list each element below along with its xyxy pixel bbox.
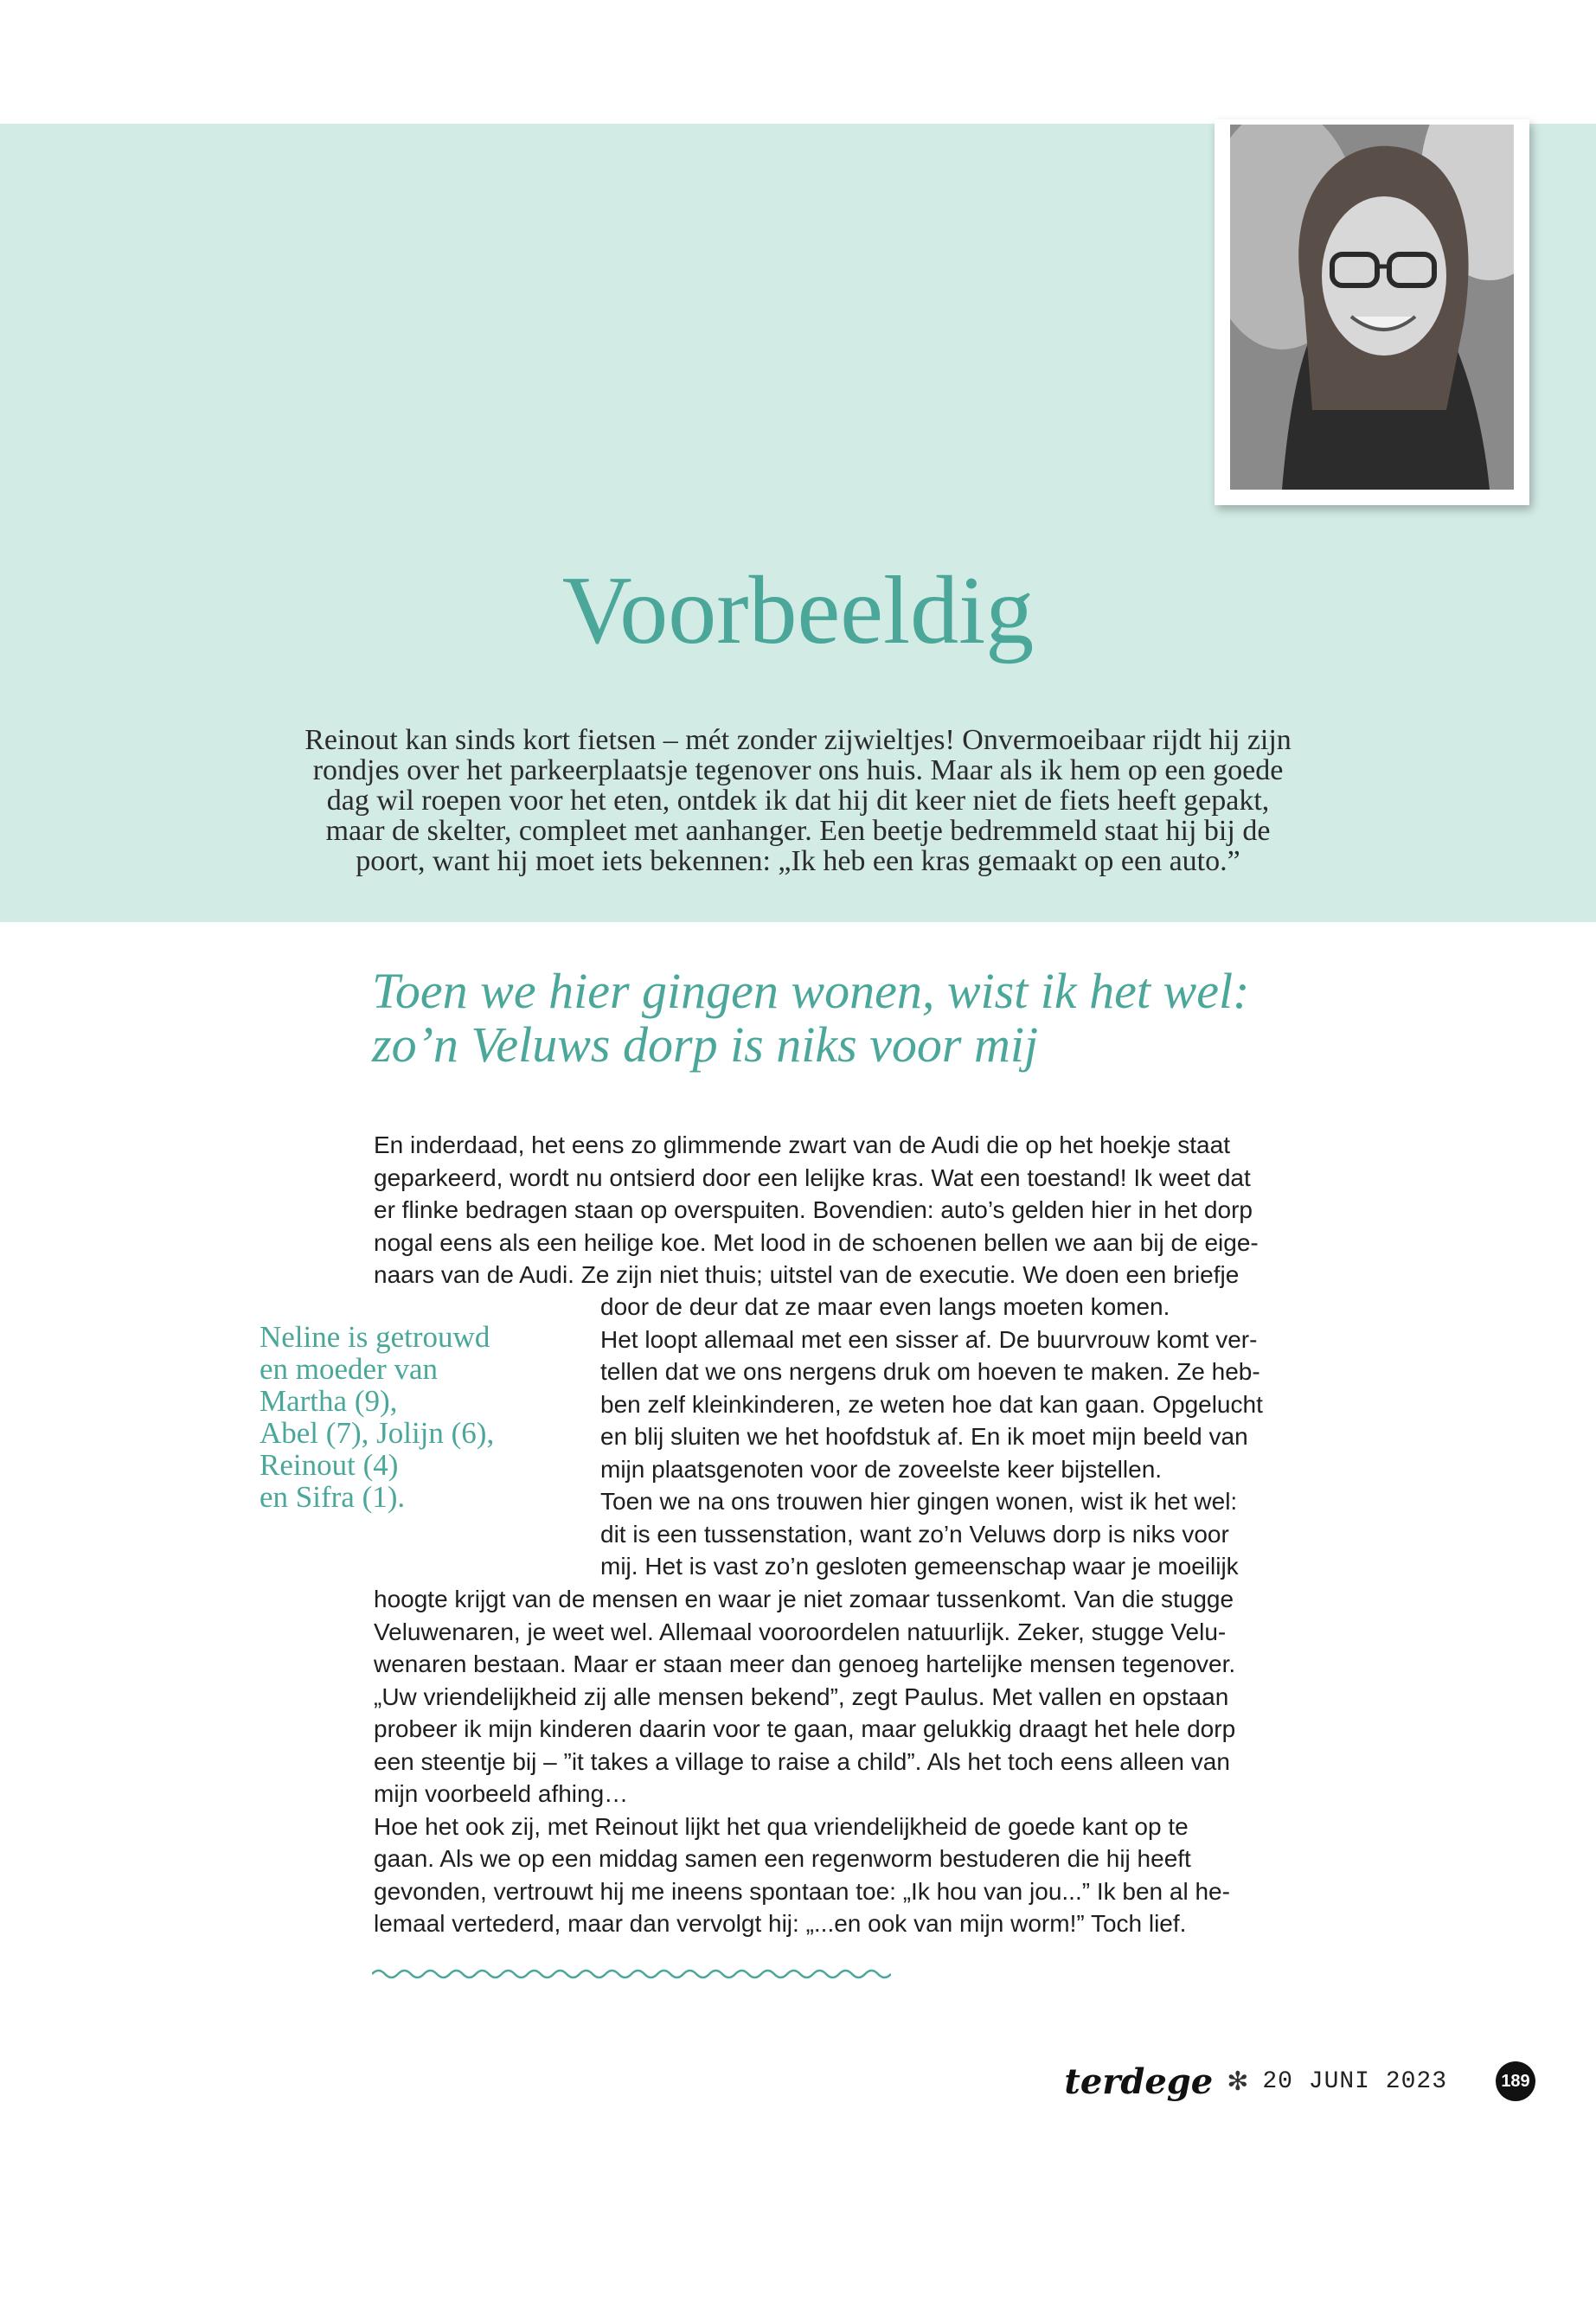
body-line: „Uw vriendelijkheid zij alle mensen bekend”, zegt Paulus. Met vallen en opstaan bbox=[374, 1682, 1229, 1710]
body-line: ben zelf kleinkinderen, ze weten hoe dat kan gaan. Opgelucht bbox=[600, 1390, 1263, 1418]
asterisk-icon: ✻ bbox=[1227, 2067, 1249, 2096]
bio-line: en moeder van bbox=[260, 1352, 439, 1386]
issue-date: 20 JUNI 2023 bbox=[1262, 2067, 1447, 2095]
pull-quote-line: Toen we hier gingen wonen, wist ik het wel: bbox=[372, 963, 1250, 1019]
bio-line: Martha (9), bbox=[260, 1384, 398, 1418]
body-line: nogal eens als een heilige koe. Met lood in de schoenen bellen we aan bij de eige- bbox=[374, 1228, 1259, 1256]
body-line: hoogte krijgt van de mensen en waar je niet zomaar tussenkomt. Van die stugge bbox=[374, 1586, 1234, 1612]
author-photo-frame bbox=[1215, 119, 1529, 505]
intro-line: poort, want hij moet iets bekennen: „Ik heb een kras gemaakt op een auto.” bbox=[356, 845, 1240, 877]
body-line: mijn plaatsgenoten voor de zoveelste keer bijstellen. bbox=[600, 1455, 1163, 1483]
body-line: probeer ik mijn kinderen daarin voor te gaan, maar gelukkig draagt het hele dorp bbox=[374, 1715, 1236, 1742]
intro-line: Reinout kan sinds kort fietsen – mét zonder zijwieltjes! Onvermoeibaar rijdt hij zijn bbox=[304, 724, 1292, 756]
body-line: mij. Het is vast zo’n gesloten gemeenschap waar je moeilijk bbox=[600, 1553, 1239, 1580]
author-bio-sidebar bbox=[260, 1321, 571, 1513]
article-title: Voorbeeldig bbox=[561, 557, 1035, 664]
body-line: een steentje bij – ”it takes a village to raise a child”. Als het toch eens alleen van bbox=[374, 1747, 1230, 1775]
bio-line: Abel (7), Jolijn (6), bbox=[260, 1416, 495, 1450]
body-line: er flinke bedragen staan op overspuiten. Bovendien: auto’s gelden hier in het dorp bbox=[374, 1196, 1253, 1223]
body-line: gaan. Als we op een middag samen een regenworm bestuderen die hij heeft bbox=[374, 1845, 1191, 1872]
body-line: naars van de Audi. Ze zijn niet thuis; uitstel van de executie. We doen een briefje bbox=[374, 1261, 1240, 1288]
body-line: dit is een tussenstation, want zo’n Veluws dorp is niks voor bbox=[600, 1520, 1229, 1548]
bio-line: Neline is getrouwd bbox=[260, 1320, 490, 1354]
portrait-illustration bbox=[1230, 125, 1514, 490]
pull-quote bbox=[372, 965, 1410, 1072]
brand-logo: terdege bbox=[1064, 2061, 1214, 2102]
body-line: tellen dat we ons nergens druk om hoeven te maken. Ze heb- bbox=[600, 1358, 1260, 1385]
article-intro bbox=[251, 725, 1345, 876]
pull-quote-line: zo’n Veluws dorp is niks voor mij bbox=[372, 1016, 1039, 1073]
page-number: 189 bbox=[1496, 2061, 1535, 2101]
intro-line: dag wil roepen voor het eten, ontdek ik dat hij dit keer niet de fiets heeft gepakt, bbox=[326, 785, 1270, 817]
body-line: Veluwenaren, je weet wel. Allemaal vooroordelen natuurlijk. Zeker, stugge Velu- bbox=[374, 1618, 1227, 1645]
body-line: Hoe het ook zij, met Reinout lijkt het qua vriendelijkheid de goede kant op te bbox=[374, 1812, 1189, 1840]
intro-line: rondjes over het parkeerplaatsje tegenover ons huis. Maar als ik hem op een goede bbox=[312, 754, 1284, 786]
author-photo bbox=[1230, 125, 1514, 490]
body-paragraph-middle bbox=[600, 1291, 1275, 1583]
body-paragraph-bottom bbox=[374, 1583, 1273, 1940]
body-line: Toen we na ons trouwen hier gingen wonen, wist ik het wel: bbox=[600, 1488, 1238, 1515]
body-line: En inderdaad, het eens zo glimmende zwart van de Audi die op het hoekje staat bbox=[374, 1131, 1230, 1158]
body-line: gevonden, vertrouwt hij me ineens spontaan toe: „Ik hou van jou...” Ik ben al he- bbox=[374, 1877, 1230, 1905]
body-line: mijn voorbeeld afhing… bbox=[374, 1780, 629, 1807]
body-line: en blij sluiten we het hoofdstuk af. En ik moet mijn beeld van bbox=[600, 1423, 1248, 1450]
body-line: lemaal vertederd, maar dan vervolgt hij: „...en ook van mijn worm!” Toch lief. bbox=[374, 1910, 1187, 1937]
body-line: Het loopt allemaal met een sisser af. De buurvrouw komt ver- bbox=[600, 1325, 1258, 1353]
bio-line: Reinout (4) bbox=[260, 1448, 399, 1482]
bio-line: en Sifra (1). bbox=[260, 1480, 406, 1514]
body-line: door de deur dat ze maar even langs moeten komen. bbox=[600, 1293, 1170, 1320]
body-paragraph-top bbox=[374, 1129, 1273, 1292]
wave-divider bbox=[372, 1964, 891, 1984]
page-footer bbox=[1064, 2057, 1535, 2106]
intro-line: maar de skelter, compleet met aanhanger. Een beetje bedremmeld staat hij bij de bbox=[325, 815, 1271, 847]
body-line: geparkeerd, wordt nu ontsierd door een lelijke kras. Wat een toestand! Ik weet dat bbox=[374, 1163, 1251, 1191]
body-line: wenaren bestaan. Maar er staan meer dan genoeg hartelijke mensen tegenover. bbox=[374, 1650, 1236, 1677]
